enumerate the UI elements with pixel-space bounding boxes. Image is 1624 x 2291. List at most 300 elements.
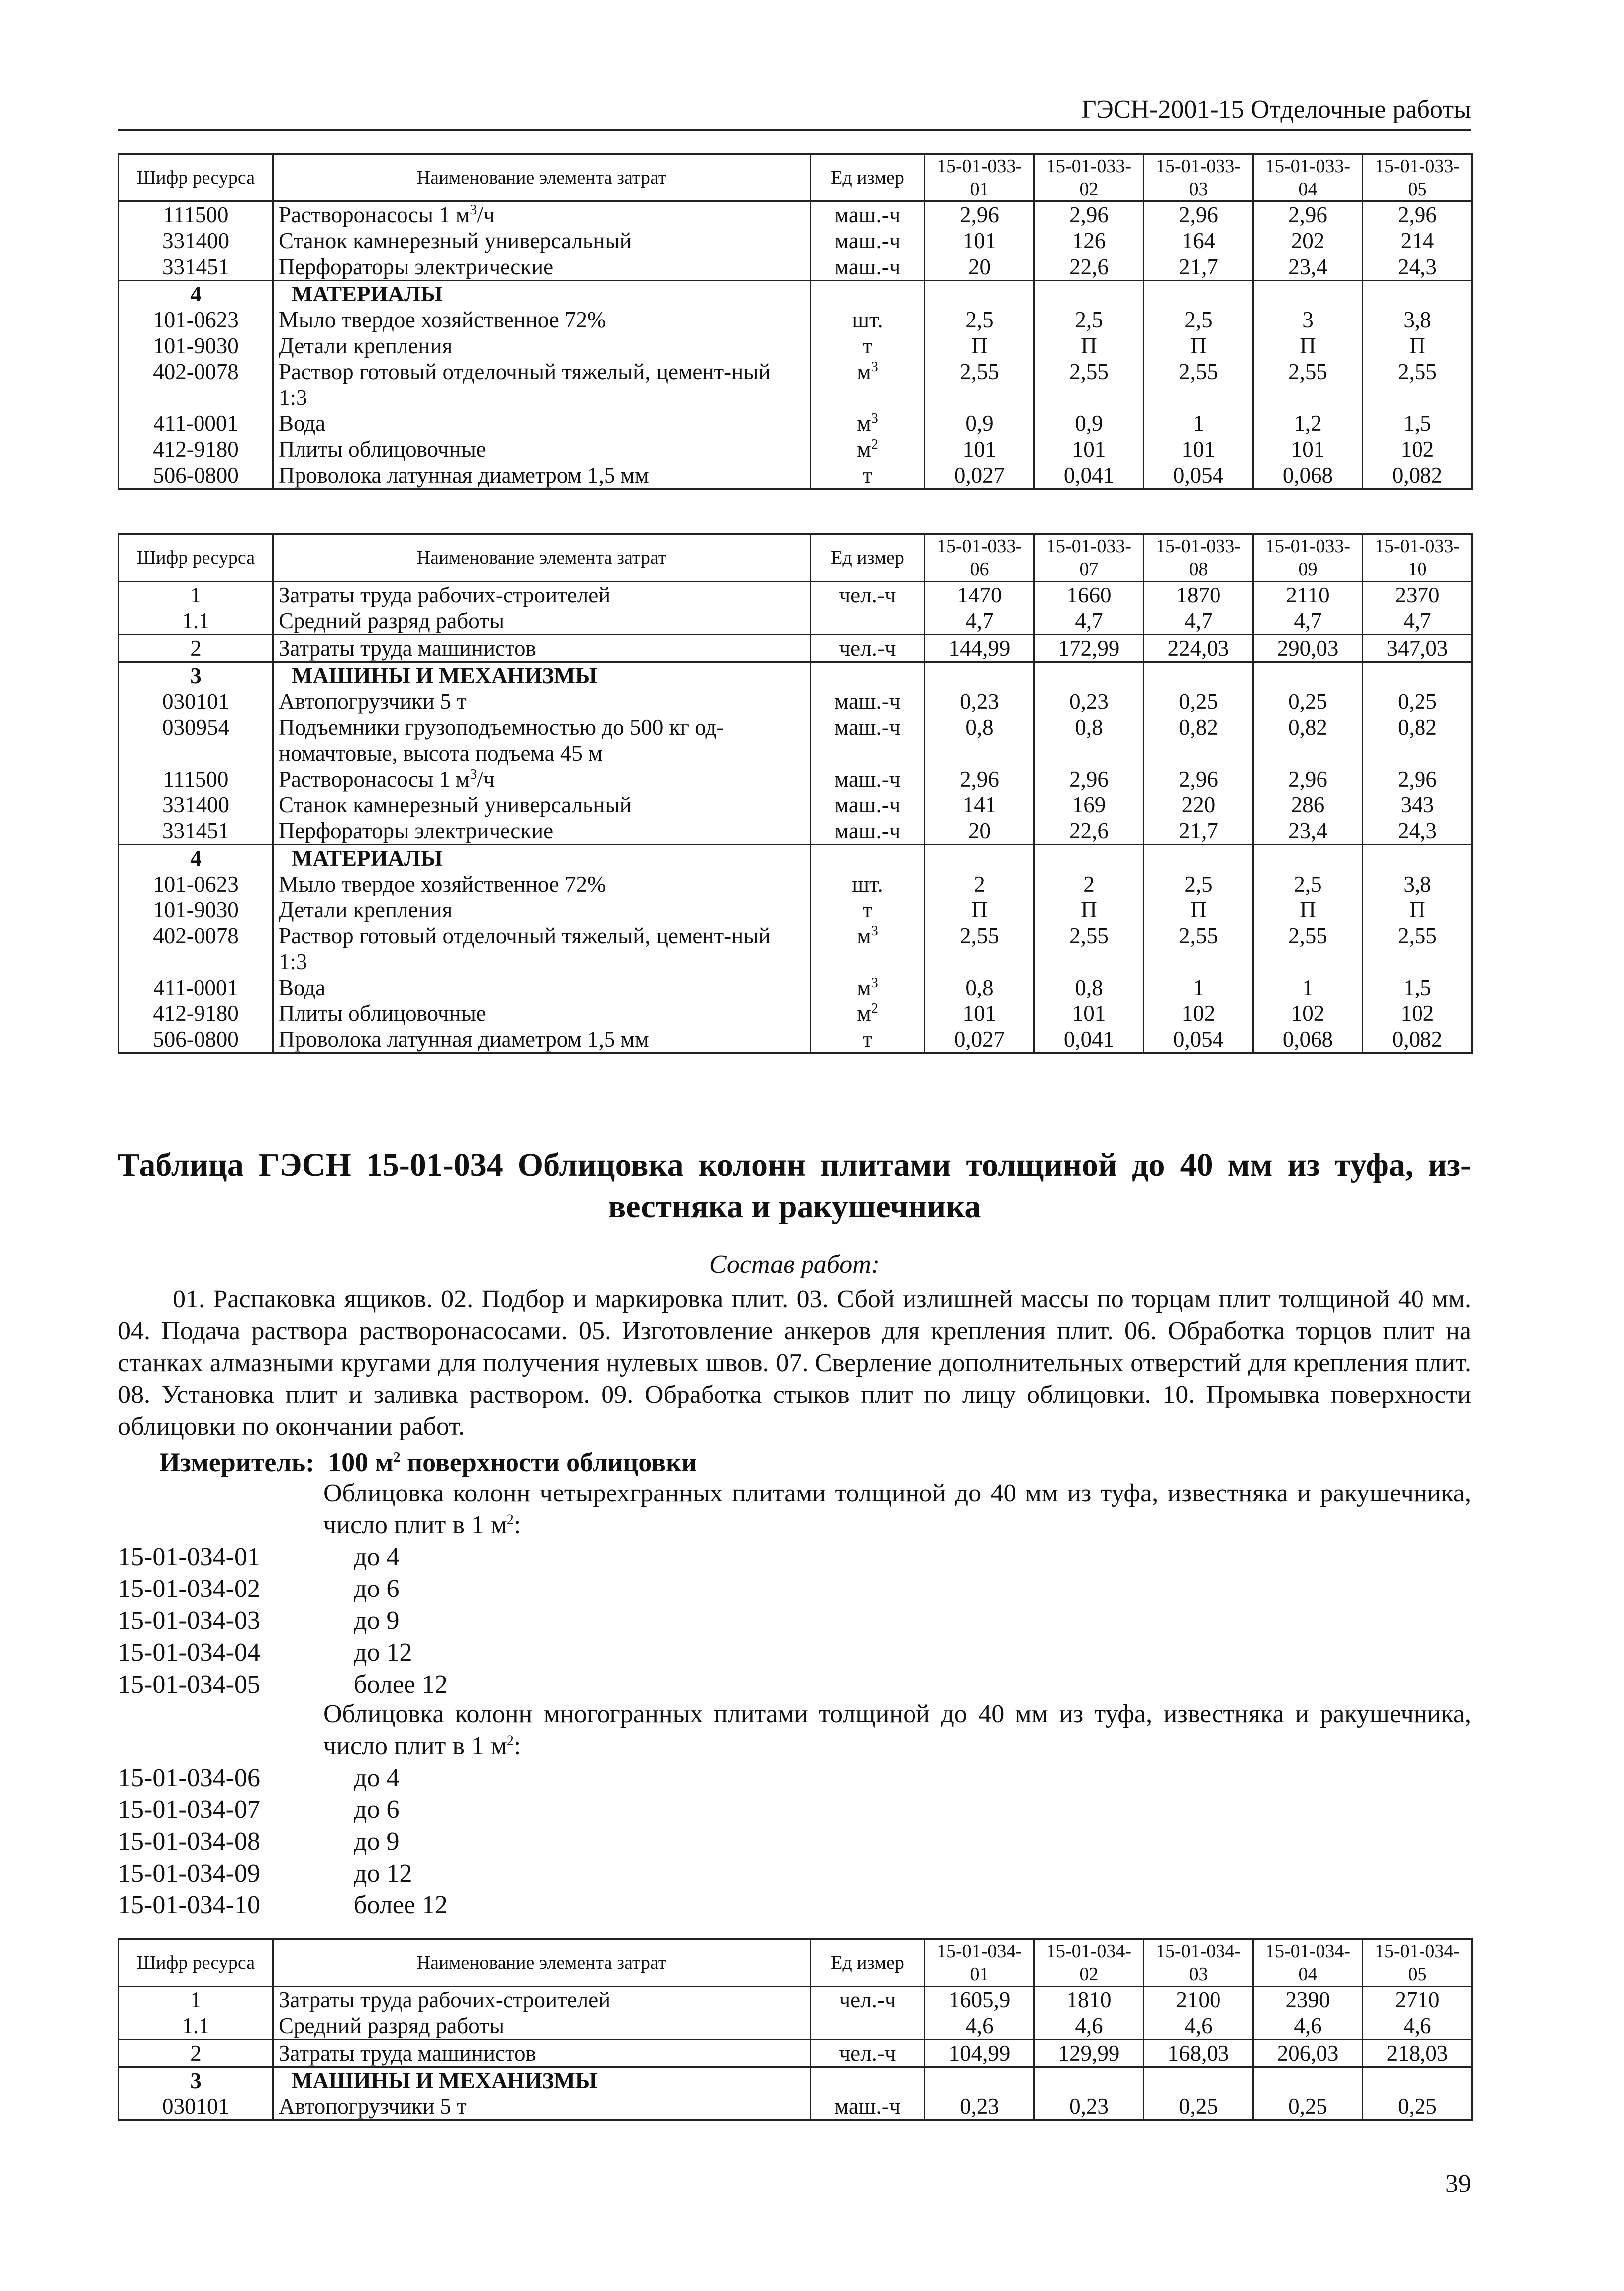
value-cell: 2110 xyxy=(1253,582,1363,608)
table-row xyxy=(119,201,1472,228)
value-cell xyxy=(1363,2067,1472,2094)
code-list-item xyxy=(118,1826,566,1858)
unit-text: чел.-ч xyxy=(839,636,896,661)
resource-name-sup: 3 xyxy=(470,202,477,218)
unit-text: шт. xyxy=(852,872,883,896)
value-cell: 0,041 xyxy=(1034,1026,1144,1053)
resource-name-text: Средний разряд работы xyxy=(279,2013,505,2038)
value-cell: 101 xyxy=(1144,436,1253,462)
value-cell xyxy=(1363,662,1472,689)
resource-name xyxy=(273,662,811,689)
value-cell: 2,96 xyxy=(1363,201,1472,228)
value-cell: 4,6 xyxy=(1144,2013,1253,2040)
unit-text: маш.-ч xyxy=(834,767,901,792)
unit-text: м xyxy=(857,923,871,948)
section-title-line-2: вестняка и ракушечника xyxy=(608,1189,981,1225)
resource-name xyxy=(273,201,811,228)
value-cell: 0,068 xyxy=(1253,462,1363,489)
unit xyxy=(811,254,925,281)
table-row xyxy=(119,714,1472,766)
unit xyxy=(811,2093,925,2120)
unit xyxy=(811,714,925,766)
resource-code: 2 xyxy=(119,635,273,662)
unit-text: м xyxy=(857,1001,871,1026)
value-cell: 0,82 xyxy=(1144,714,1253,766)
resource-name-text: Мыло твердое хозяйственное 72% xyxy=(279,872,606,896)
value-cell: 21,7 xyxy=(1144,254,1253,281)
value-cell xyxy=(1034,281,1144,307)
column-header: 15-01-033-01 xyxy=(925,154,1034,201)
value-cell xyxy=(1363,845,1472,872)
resource-name-text: Растворонасосы 1 м xyxy=(279,202,470,227)
resource-name-text: МАТЕРИАЛЫ xyxy=(292,846,443,871)
value-cell: 168,03 xyxy=(1144,2040,1253,2067)
value-cell: 1,5 xyxy=(1363,410,1472,436)
column-header: 15-01-033-03 xyxy=(1144,154,1253,201)
value-cell: 2 xyxy=(1034,871,1144,897)
table-row xyxy=(119,307,1472,333)
value-cell: П xyxy=(1034,333,1144,359)
value-cell: 2,55 xyxy=(925,359,1034,410)
table-row xyxy=(119,635,1472,662)
unit xyxy=(811,2040,925,2067)
value-cell xyxy=(925,281,1034,307)
resource-name xyxy=(273,228,811,254)
resource-name-text: Затраты труда рабочих-строителей xyxy=(279,1988,610,2012)
resource-name xyxy=(273,845,811,872)
resource-code: 101-9030 xyxy=(119,897,273,923)
resource-name-text: Станок камнерезный универсальный xyxy=(279,228,632,253)
running-header xyxy=(118,93,1471,131)
value-cell: 2,5 xyxy=(1034,307,1144,333)
table-row xyxy=(119,1026,1472,1053)
value-cell: 2,96 xyxy=(925,201,1034,228)
table-row xyxy=(119,2040,1472,2067)
value-cell xyxy=(1034,662,1144,689)
value-cell: 0,23 xyxy=(925,2093,1034,2120)
unit xyxy=(811,410,925,436)
value-cell: 2 xyxy=(925,871,1034,897)
plate-limit: до 9 xyxy=(354,1827,400,1856)
value-cell: 144,99 xyxy=(925,635,1034,662)
unit-text: т xyxy=(862,463,873,488)
value-cell xyxy=(1363,281,1472,307)
plate-limit: до 6 xyxy=(354,1575,400,1603)
table-code: 15-01-034-05 xyxy=(118,1670,260,1698)
value-cell: 169 xyxy=(1034,792,1144,818)
resource-code: 1 xyxy=(119,582,273,608)
value-cell: 2100 xyxy=(1144,1987,1253,2013)
table-header-row xyxy=(119,534,1472,582)
resource-code: 411-0001 xyxy=(119,975,273,1000)
code-list-item xyxy=(118,1605,566,1637)
value-cell: 2710 xyxy=(1363,1987,1472,2013)
value-cell: 0,8 xyxy=(925,975,1034,1000)
resource-name-after: /ч xyxy=(477,767,495,792)
table-row xyxy=(119,871,1472,897)
value-cell: 0,082 xyxy=(1363,462,1472,489)
resource-code: 506-0800 xyxy=(119,462,273,489)
unit xyxy=(811,871,925,897)
group-2-code-list xyxy=(118,1762,566,1921)
resource-name xyxy=(273,359,811,410)
code-list-item xyxy=(118,1762,566,1794)
resource-code: 1.1 xyxy=(119,2013,273,2040)
value-cell: П xyxy=(925,333,1034,359)
resource-name xyxy=(273,818,811,845)
resource-code: 412-9180 xyxy=(119,436,273,462)
table-code: 15-01-034-09 xyxy=(118,1859,260,1888)
unit xyxy=(811,635,925,662)
column-header: Ед измер xyxy=(811,1939,925,1987)
value-cell: 1,5 xyxy=(1363,975,1472,1000)
resource-name-text: Плиты облицовочные xyxy=(279,1001,486,1026)
unit xyxy=(811,766,925,792)
value-cell: 2,96 xyxy=(1253,201,1363,228)
value-cell: 220 xyxy=(1144,792,1253,818)
group-1-desc-after: : xyxy=(513,1511,521,1539)
value-cell: П xyxy=(1034,897,1144,923)
value-cell: 0,23 xyxy=(1034,2093,1144,2120)
value-cell: П xyxy=(925,897,1034,923)
value-cell: 0,041 xyxy=(1034,462,1144,489)
value-cell: 0,027 xyxy=(925,1026,1034,1053)
unit-text: т xyxy=(862,333,873,358)
value-cell: 4,7 xyxy=(1034,608,1144,635)
table-code: 15-01-034-04 xyxy=(118,1638,260,1667)
unit xyxy=(811,333,925,359)
column-header: Наименование элемента затрат xyxy=(273,1939,811,1987)
value-cell xyxy=(1144,662,1253,689)
value-cell xyxy=(1144,845,1253,872)
value-cell: 1,2 xyxy=(1253,410,1363,436)
unit xyxy=(811,689,925,714)
resource-code: 402-0078 xyxy=(119,923,273,975)
resource-name xyxy=(273,436,811,462)
value-cell: 2,96 xyxy=(1034,766,1144,792)
unit xyxy=(811,582,925,608)
column-header: 15-01-034-05 xyxy=(1363,1939,1472,1987)
value-cell: 2,96 xyxy=(1144,766,1253,792)
page-number: 39 xyxy=(1445,2170,1471,2198)
unit-sup: 3 xyxy=(871,411,878,426)
unit-text: маш.-ч xyxy=(834,818,901,843)
value-cell: 0,082 xyxy=(1363,1026,1472,1053)
value-cell: 214 xyxy=(1363,228,1472,254)
unit-text: маш.-ч xyxy=(834,2094,901,2119)
resource-name-text: Затраты труда машинистов xyxy=(279,636,536,661)
value-cell: 290,03 xyxy=(1253,635,1363,662)
value-cell: 2,55 xyxy=(1253,923,1363,975)
plate-limit: более 12 xyxy=(354,1891,448,1919)
resource-name-text: Автопогрузчики 5 т xyxy=(279,689,467,714)
resource-name-text: Растворонасосы 1 м xyxy=(279,767,470,792)
resource-name-text: Раствор готовый отделочный тяжелый, цемент-ный 1:3 xyxy=(279,923,771,974)
table-row xyxy=(119,608,1472,635)
column-header: 15-01-033-09 xyxy=(1253,534,1363,582)
plate-limit: до 4 xyxy=(354,1543,400,1571)
value-cell: 0,25 xyxy=(1363,2093,1472,2120)
unit-text: м xyxy=(857,411,871,436)
value-cell: 2,96 xyxy=(1253,766,1363,792)
resource-code: 1.1 xyxy=(119,608,273,635)
unit-sup: 2 xyxy=(871,437,878,452)
value-cell xyxy=(1253,2067,1363,2094)
column-header: Наименование элемента затрат xyxy=(273,154,811,201)
table-code: 15-01-034-03 xyxy=(118,1606,260,1635)
value-cell: 2,96 xyxy=(1144,201,1253,228)
table-row xyxy=(119,975,1472,1000)
resource-code: 030101 xyxy=(119,2093,273,2120)
unit-text: чел.-ч xyxy=(839,583,896,607)
table-row xyxy=(119,436,1472,462)
resource-name xyxy=(273,2093,811,2120)
value-cell: 21,7 xyxy=(1144,818,1253,845)
value-cell xyxy=(1144,2067,1253,2094)
unit-text: т xyxy=(862,897,873,922)
value-cell: 4,6 xyxy=(1363,2013,1472,2040)
resource-name xyxy=(273,923,811,975)
resource-name-text: МАТЕРИАЛЫ xyxy=(292,282,443,306)
table-code: 15-01-034-02 xyxy=(118,1575,260,1603)
value-cell: 0,054 xyxy=(1144,1026,1253,1053)
value-cell xyxy=(1034,845,1144,872)
resource-name-text: Затраты труда машинистов xyxy=(279,2041,536,2066)
value-cell: 218,03 xyxy=(1363,2040,1472,2067)
resource-name xyxy=(273,2013,811,2040)
column-header: 15-01-034-01 xyxy=(925,1939,1034,1987)
value-cell: 0,23 xyxy=(1034,689,1144,714)
value-cell: 0,25 xyxy=(1144,2093,1253,2120)
resource-name xyxy=(273,582,811,608)
unit xyxy=(811,792,925,818)
value-cell: 101 xyxy=(1253,436,1363,462)
resource-name-text: Средний разряд работы xyxy=(279,608,505,633)
code-list-item xyxy=(118,1637,566,1669)
resource-name-text: Проволока латунная диаметром 1,5 мм xyxy=(279,463,649,488)
unit xyxy=(811,1026,925,1053)
value-cell: 22,6 xyxy=(1034,254,1144,281)
unit-sup: 3 xyxy=(871,923,878,939)
group-1-desc-sup: 2 xyxy=(507,1512,514,1528)
unit xyxy=(811,923,925,975)
value-cell xyxy=(1144,281,1253,307)
resource-code: 4 xyxy=(119,845,273,872)
resource-name xyxy=(273,1987,811,2013)
value-cell xyxy=(1253,281,1363,307)
value-cell: 0,054 xyxy=(1144,462,1253,489)
unit-text: маш.-ч xyxy=(834,793,901,817)
resource-table-033-01-05 xyxy=(118,153,1473,490)
value-cell: 104,99 xyxy=(925,2040,1034,2067)
table-row xyxy=(119,792,1472,818)
resource-name-text: МАШИНЫ И МЕХАНИЗМЫ xyxy=(292,2068,597,2093)
table-row xyxy=(119,689,1472,714)
value-cell: 1470 xyxy=(925,582,1034,608)
value-cell: 101 xyxy=(1034,1000,1144,1026)
value-cell: 202 xyxy=(1253,228,1363,254)
unit xyxy=(811,608,925,635)
resource-name xyxy=(273,608,811,635)
resource-name xyxy=(273,635,811,662)
plate-limit: до 6 xyxy=(354,1795,400,1824)
unit xyxy=(811,462,925,489)
resource-name-text: Плиты облицовочные xyxy=(279,437,486,462)
value-cell: 343 xyxy=(1363,792,1472,818)
value-cell: 1 xyxy=(1144,975,1253,1000)
group-2-desc-text: Облицовка колонн многогранных плитами толщиной до 40 мм из туфа, известняка и ракушечника, число плит в 1 м xyxy=(323,1700,1471,1760)
plate-limit: до 9 xyxy=(354,1606,400,1635)
value-cell: 24,3 xyxy=(1363,818,1472,845)
unit xyxy=(811,897,925,923)
resource-name-text: Станок камнерезный универсальный xyxy=(279,793,632,817)
value-cell: 172,99 xyxy=(1034,635,1144,662)
resource-name xyxy=(273,462,811,489)
unit-text: маш.-ч xyxy=(834,254,901,279)
resource-name-sup: 3 xyxy=(470,767,477,782)
table-code: 15-01-034-07 xyxy=(118,1795,260,1824)
resource-name xyxy=(273,714,811,766)
resource-name xyxy=(273,1000,811,1026)
column-header: Ед измер xyxy=(811,154,925,201)
table-header-row xyxy=(119,1939,1472,1987)
table-code: 15-01-034-01 xyxy=(118,1543,260,1571)
unit xyxy=(811,281,925,307)
value-cell xyxy=(1253,662,1363,689)
value-cell: 4,6 xyxy=(1253,2013,1363,2040)
resource-name-text: Детали крепления xyxy=(279,897,453,922)
resource-name xyxy=(273,2067,811,2094)
column-header: Наименование элемента затрат xyxy=(273,534,811,582)
resource-code: 331400 xyxy=(119,792,273,818)
value-cell: 2,55 xyxy=(1034,923,1144,975)
group-2-description xyxy=(323,1698,1471,1762)
resource-name-text: Затраты труда рабочих-строителей xyxy=(279,583,610,607)
resource-name xyxy=(273,689,811,714)
unit xyxy=(811,818,925,845)
resource-name xyxy=(273,307,811,333)
value-cell: П xyxy=(1363,333,1472,359)
resource-name xyxy=(273,333,811,359)
resource-code: 506-0800 xyxy=(119,1026,273,1053)
value-cell: 2,96 xyxy=(1034,201,1144,228)
plate-limit: до 12 xyxy=(354,1859,412,1888)
value-cell: 1870 xyxy=(1144,582,1253,608)
section-row xyxy=(119,2067,1472,2094)
resource-code: 331451 xyxy=(119,818,273,845)
value-cell: П xyxy=(1144,897,1253,923)
resource-name xyxy=(273,410,811,436)
column-header: 15-01-034-03 xyxy=(1144,1939,1253,1987)
table-row xyxy=(119,359,1472,410)
value-cell: 0,82 xyxy=(1363,714,1472,766)
resource-code: 331400 xyxy=(119,228,273,254)
column-header: Шифр ресурса xyxy=(119,154,273,201)
unit xyxy=(811,1987,925,2013)
resource-code: 111500 xyxy=(119,201,273,228)
unit xyxy=(811,359,925,410)
value-cell: 224,03 xyxy=(1144,635,1253,662)
resource-code: 3 xyxy=(119,662,273,689)
value-cell: 4,7 xyxy=(925,608,1034,635)
column-header: 15-01-033-06 xyxy=(925,534,1034,582)
value-cell: 141 xyxy=(925,792,1034,818)
value-cell: 20 xyxy=(925,818,1034,845)
column-header: 15-01-033-07 xyxy=(1034,534,1144,582)
unit xyxy=(811,1000,925,1026)
value-cell: 2,55 xyxy=(1144,359,1253,410)
resource-code: 411-0001 xyxy=(119,410,273,436)
table-row xyxy=(119,766,1472,792)
unit-text: чел.-ч xyxy=(839,1988,896,2012)
resource-code: 4 xyxy=(119,281,273,307)
unit xyxy=(811,2067,925,2094)
unit-text: м xyxy=(857,437,871,462)
value-cell: 23,4 xyxy=(1253,818,1363,845)
value-cell: 1 xyxy=(1144,410,1253,436)
group-2-desc-after: : xyxy=(513,1732,521,1760)
resource-code: 101-0623 xyxy=(119,307,273,333)
code-list-item xyxy=(118,1573,566,1605)
resource-code: 101-9030 xyxy=(119,333,273,359)
value-cell: П xyxy=(1363,897,1472,923)
table-row xyxy=(119,582,1472,608)
resource-name xyxy=(273,897,811,923)
resource-code: 101-0623 xyxy=(119,871,273,897)
value-cell: 4,7 xyxy=(1144,608,1253,635)
value-cell: 102 xyxy=(1144,1000,1253,1026)
measure-sup: 2 xyxy=(393,1450,401,1465)
value-cell: 20 xyxy=(925,254,1034,281)
table-row xyxy=(119,897,1472,923)
resource-code: 030954 xyxy=(119,714,273,766)
resource-name xyxy=(273,871,811,897)
resource-name-text: Подъемники грузоподъемностью до 500 кг од-номачтовые, высота подъема 45 м xyxy=(279,715,724,766)
value-cell: 286 xyxy=(1253,792,1363,818)
resource-code: 402-0078 xyxy=(119,359,273,410)
value-cell: 129,99 xyxy=(1034,2040,1144,2067)
value-cell: 206,03 xyxy=(1253,2040,1363,2067)
resource-name-text: Вода xyxy=(279,411,326,436)
plate-limit: до 4 xyxy=(354,1764,400,1792)
resource-code: 030101 xyxy=(119,689,273,714)
code-list-item xyxy=(118,1794,566,1826)
value-cell: 4,6 xyxy=(925,2013,1034,2040)
resource-name-text: Детали крепления xyxy=(279,333,453,358)
value-cell: П xyxy=(1144,333,1253,359)
value-cell: 0,8 xyxy=(1034,975,1144,1000)
column-header: Ед измер xyxy=(811,534,925,582)
value-cell: 102 xyxy=(1363,436,1472,462)
unit xyxy=(811,201,925,228)
resource-name-text: Раствор готовый отделочный тяжелый, цемент-ный 1:3 xyxy=(279,359,771,410)
table-row xyxy=(119,1000,1472,1026)
value-cell: 2,55 xyxy=(1144,923,1253,975)
value-cell: 0,8 xyxy=(925,714,1034,766)
table-row xyxy=(119,228,1472,254)
resource-name-text: Автопогрузчики 5 т xyxy=(279,2094,467,2119)
unit xyxy=(811,662,925,689)
measure-after: поверхности облицовки xyxy=(400,1447,697,1477)
code-list-item xyxy=(118,1890,566,1921)
column-header: Шифр ресурса xyxy=(119,534,273,582)
table-row xyxy=(119,462,1472,489)
resource-name xyxy=(273,281,811,307)
resource-name xyxy=(273,2040,811,2067)
value-cell: 2370 xyxy=(1363,582,1472,608)
section-row xyxy=(119,845,1472,872)
value-cell xyxy=(1034,2067,1144,2094)
